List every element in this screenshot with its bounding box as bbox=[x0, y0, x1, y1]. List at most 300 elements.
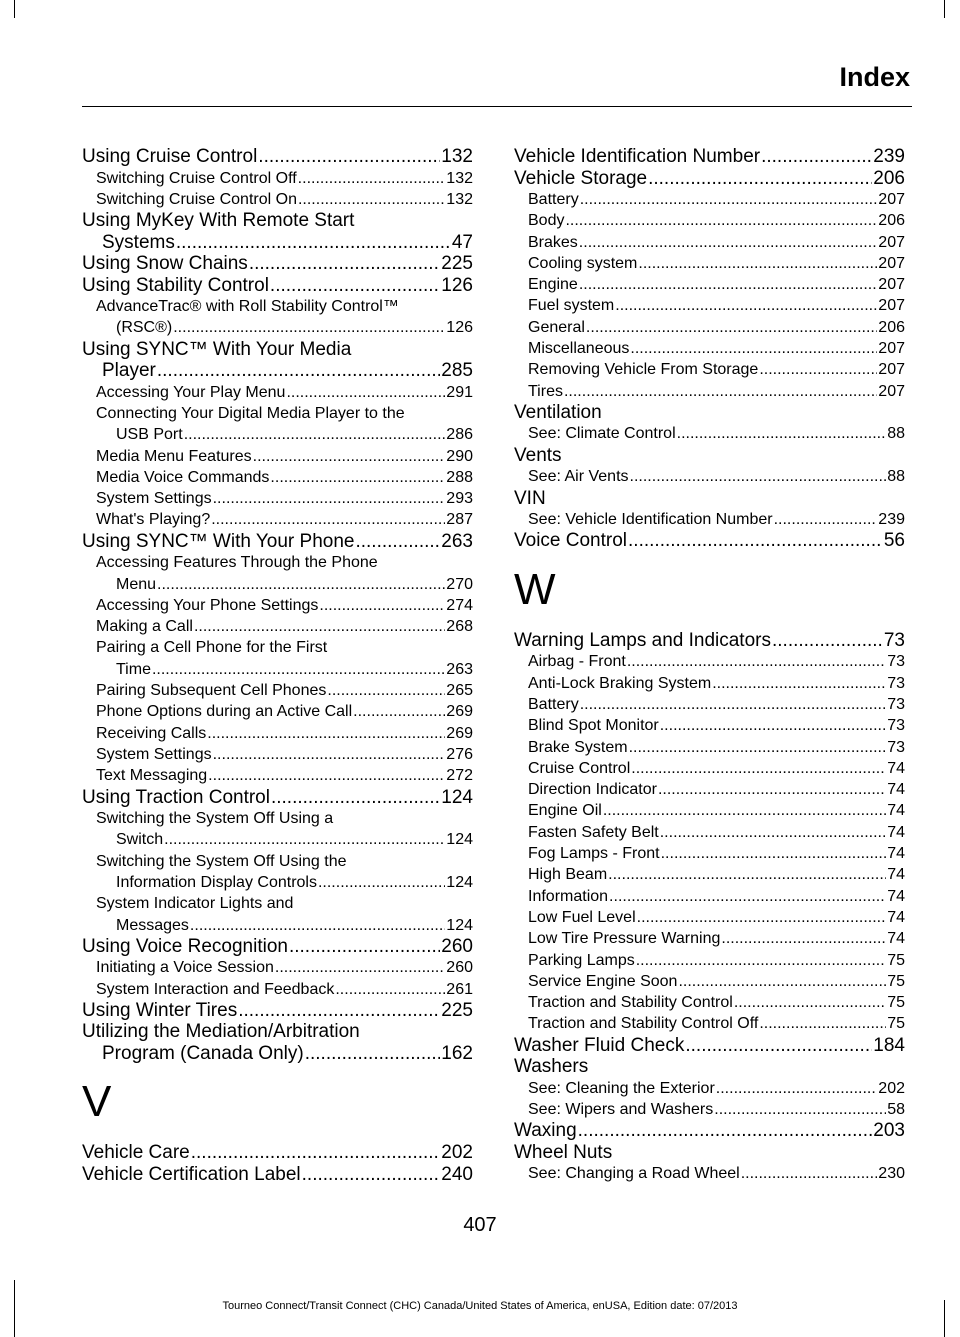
index-subentry bbox=[82, 403, 473, 446]
index-entry bbox=[514, 1056, 905, 1078]
entry-row bbox=[82, 531, 473, 553]
entry-row bbox=[514, 822, 905, 843]
entry-page-number: 74 bbox=[887, 759, 905, 777]
entry-row bbox=[82, 1142, 473, 1164]
entry-page-number: 263 bbox=[441, 530, 473, 552]
entry-page-number: 88 bbox=[887, 425, 905, 443]
entry-page-number: 239 bbox=[873, 146, 905, 167]
entry-page-number: 73 bbox=[887, 653, 905, 671]
dot-leader bbox=[603, 800, 886, 821]
index-subentry bbox=[82, 765, 473, 786]
index-subentry bbox=[514, 886, 905, 907]
entry-label: Brake System bbox=[528, 738, 628, 756]
entry-label: Media Voice Commands bbox=[96, 468, 270, 486]
dot-leader bbox=[712, 673, 886, 694]
index-subentry bbox=[514, 822, 905, 843]
dot-leader bbox=[271, 787, 440, 809]
entry-label: Washer Fluid Check bbox=[514, 1034, 685, 1056]
dot-leader bbox=[157, 574, 445, 595]
entry-label: Wheel Nuts bbox=[514, 1141, 613, 1163]
index-subentry bbox=[82, 189, 473, 210]
entry-page-number: 274 bbox=[446, 596, 473, 614]
entry-row bbox=[82, 275, 473, 297]
entry-row bbox=[82, 723, 473, 744]
entry-row bbox=[82, 424, 473, 445]
dot-leader bbox=[658, 779, 886, 800]
index-subentry bbox=[514, 843, 905, 864]
dot-leader bbox=[173, 317, 445, 338]
dot-leader bbox=[157, 360, 440, 382]
entry-row bbox=[514, 843, 905, 864]
entry-page-number: 270 bbox=[446, 575, 473, 593]
entry-page-number: 124 bbox=[446, 873, 473, 891]
dot-leader bbox=[579, 232, 878, 253]
index-subentry bbox=[514, 338, 905, 359]
index-subentry bbox=[82, 957, 473, 978]
index-entry bbox=[82, 1164, 473, 1186]
entry-page-number: 207 bbox=[878, 233, 905, 251]
entry-label: Messages bbox=[116, 916, 189, 934]
dot-leader bbox=[578, 1120, 873, 1142]
index-subentry bbox=[514, 381, 905, 402]
index-subentry bbox=[82, 851, 473, 894]
entry-label: Accessing Your Play Menu bbox=[96, 383, 286, 401]
entry-row bbox=[82, 467, 473, 488]
index-subentry bbox=[82, 509, 473, 530]
dot-leader bbox=[194, 616, 445, 637]
entry-row bbox=[514, 758, 905, 779]
dot-leader bbox=[609, 886, 886, 907]
index-entry bbox=[82, 787, 473, 809]
crop-mark-top-left bbox=[14, 0, 15, 18]
entry-page-number: 288 bbox=[446, 468, 473, 486]
entry-row bbox=[82, 957, 473, 978]
entry-page-number: 73 bbox=[887, 738, 905, 756]
entry-label: Using Snow Chains bbox=[82, 253, 248, 275]
entry-page-number: 207 bbox=[878, 191, 905, 208]
index-subentry bbox=[514, 673, 905, 694]
entry-row bbox=[82, 168, 473, 189]
entry-label: Parking Lamps bbox=[528, 951, 635, 969]
dot-leader bbox=[270, 275, 440, 297]
dot-leader bbox=[741, 1163, 878, 1184]
entry-row bbox=[514, 146, 905, 168]
entry-label: See: Cleaning the Exterior bbox=[528, 1079, 715, 1097]
entry-page-number: 132 bbox=[441, 146, 473, 167]
index-subentry bbox=[514, 317, 905, 338]
index-entry bbox=[514, 168, 905, 190]
entry-label: Vehicle Certification Label bbox=[82, 1163, 301, 1185]
dot-leader bbox=[586, 317, 877, 338]
entry-row bbox=[514, 423, 905, 444]
entry-page-number: 74 bbox=[887, 908, 905, 926]
entry-label: Information Display Controls bbox=[116, 873, 317, 891]
entry-row bbox=[514, 466, 905, 487]
entry-row bbox=[514, 168, 905, 190]
index-subentry bbox=[514, 359, 905, 380]
entry-row bbox=[514, 1035, 905, 1057]
entry-row bbox=[514, 1142, 905, 1164]
dot-leader bbox=[631, 758, 886, 779]
dot-leader bbox=[152, 659, 445, 680]
index-subentry bbox=[514, 210, 905, 231]
entry-row bbox=[514, 651, 905, 672]
entry-row bbox=[82, 146, 473, 168]
dot-leader bbox=[564, 381, 877, 402]
entry-label: Removing Vehicle From Storage bbox=[528, 361, 759, 379]
dot-leader bbox=[629, 737, 887, 758]
entry-row bbox=[82, 659, 473, 680]
entry-row bbox=[82, 574, 473, 595]
index-entry bbox=[82, 210, 473, 253]
index-subentry bbox=[82, 893, 473, 936]
dot-leader bbox=[678, 971, 886, 992]
entry-page-number: 263 bbox=[446, 660, 473, 678]
entry-page-number: 203 bbox=[873, 1120, 905, 1142]
entry-row bbox=[82, 765, 473, 786]
index-subentry bbox=[514, 232, 905, 253]
entry-row bbox=[82, 232, 473, 254]
dot-leader bbox=[630, 466, 887, 487]
entry-label: Anti-Lock Braking System bbox=[528, 674, 712, 692]
entry-page-number: 291 bbox=[446, 383, 473, 401]
dot-leader bbox=[319, 595, 445, 616]
index-entry bbox=[514, 146, 905, 168]
entry-label-line: Using SYNC™ With Your Media bbox=[82, 338, 352, 360]
entry-page-number: 207 bbox=[878, 297, 905, 315]
entry-label: Brakes bbox=[528, 233, 578, 251]
entry-row bbox=[82, 1164, 473, 1186]
dot-leader bbox=[615, 295, 877, 316]
entry-row bbox=[514, 928, 905, 949]
entry-label: See: Vehicle Identification Number bbox=[528, 511, 773, 529]
entry-row bbox=[514, 715, 905, 736]
entry-label: Traction and Stability Control Off bbox=[528, 1015, 759, 1033]
index-entry bbox=[514, 445, 905, 467]
entry-label: Waxing bbox=[514, 1120, 577, 1142]
dot-leader bbox=[190, 915, 445, 936]
entry-page-number: 75 bbox=[887, 994, 905, 1012]
dot-leader bbox=[630, 338, 877, 359]
entry-page-number: 285 bbox=[441, 360, 473, 382]
index-subentry bbox=[82, 680, 473, 701]
entry-page-number: 202 bbox=[441, 1142, 473, 1164]
entry-label-line: Switching the System Off Using the bbox=[96, 852, 347, 870]
dot-leader bbox=[275, 957, 445, 978]
entry-page-number: 74 bbox=[887, 845, 905, 863]
entry-row bbox=[514, 992, 905, 1013]
entry-row bbox=[514, 1078, 905, 1099]
entry-label: System Settings bbox=[96, 490, 212, 508]
dot-leader bbox=[714, 1099, 886, 1120]
index-entry bbox=[82, 146, 473, 168]
entry-page-number: 124 bbox=[441, 786, 473, 808]
index-entry bbox=[82, 936, 473, 958]
entry-row bbox=[514, 317, 905, 338]
dot-leader bbox=[677, 423, 887, 444]
entry-row bbox=[514, 800, 905, 821]
index-subentry bbox=[514, 737, 905, 758]
entry-page-number: 132 bbox=[446, 169, 473, 187]
dot-leader bbox=[353, 701, 445, 722]
entry-row bbox=[514, 253, 905, 274]
entry-row bbox=[514, 530, 905, 552]
index-subentry bbox=[82, 296, 473, 339]
index-column-right bbox=[514, 146, 905, 1185]
entry-page-number: 230 bbox=[878, 1165, 905, 1183]
dot-leader bbox=[191, 1142, 441, 1164]
dot-leader bbox=[661, 843, 887, 864]
entry-page-number: 268 bbox=[446, 618, 473, 636]
entry-row bbox=[82, 872, 473, 893]
dot-leader bbox=[685, 1035, 872, 1057]
entry-label: Airbag - Front bbox=[528, 653, 626, 671]
entry-page-number: 75 bbox=[887, 972, 905, 990]
entry-row bbox=[82, 317, 473, 338]
entry-row bbox=[514, 295, 905, 316]
entry-page-number: 287 bbox=[446, 511, 473, 529]
entry-row bbox=[82, 360, 473, 382]
entry-row bbox=[514, 338, 905, 359]
index-subentry bbox=[514, 1078, 905, 1099]
entry-label: Low Tire Pressure Warning bbox=[528, 930, 721, 948]
entry-row bbox=[514, 381, 905, 402]
index-subentry bbox=[514, 864, 905, 885]
index-entry bbox=[514, 630, 905, 652]
entry-page-number: 74 bbox=[887, 802, 905, 820]
entry-label: Battery bbox=[528, 191, 579, 208]
entry-page-number: 265 bbox=[446, 682, 473, 700]
index-entry bbox=[82, 1142, 473, 1164]
entry-label: Switching Cruise Control Off bbox=[96, 169, 297, 187]
dot-leader bbox=[270, 467, 445, 488]
entry-label-line: Connecting Your Digital Media Player to the bbox=[96, 404, 405, 422]
dot-leader bbox=[627, 651, 886, 672]
entry-row bbox=[82, 253, 473, 275]
index-subentry bbox=[514, 253, 905, 274]
dot-leader bbox=[207, 723, 445, 744]
entry-row bbox=[514, 359, 905, 380]
footer-text: Tourneo Connect/Transit Connect (CHC) Canada/United States of America, enUSA, Edition date: 07/2013 bbox=[222, 1300, 738, 1312]
entry-row bbox=[514, 402, 905, 424]
entry-page-number: 260 bbox=[446, 959, 473, 977]
index-subentry bbox=[82, 723, 473, 744]
entry-page-number: 206 bbox=[878, 212, 905, 230]
entry-label: Program (Canada Only) bbox=[102, 1042, 304, 1064]
entry-label: System Settings bbox=[96, 745, 212, 763]
entry-page-number: 74 bbox=[887, 887, 905, 905]
entry-page-number: 124 bbox=[446, 916, 473, 934]
entry-label: Switching Cruise Control On bbox=[96, 190, 297, 208]
entry-row bbox=[82, 701, 473, 722]
index-subentry bbox=[514, 992, 905, 1013]
entry-page-number: 184 bbox=[873, 1034, 905, 1056]
dot-leader bbox=[565, 210, 877, 231]
entry-label: Vehicle Storage bbox=[514, 167, 648, 189]
entry-row bbox=[514, 189, 905, 210]
entry-label-line: Pairing a Cell Phone for the First bbox=[96, 639, 328, 657]
index-subentry bbox=[82, 744, 473, 765]
entry-page-number: 74 bbox=[887, 866, 905, 884]
entry-label: Body bbox=[528, 212, 565, 230]
entry-label: Miscellaneous bbox=[528, 340, 630, 358]
entry-page-number: 239 bbox=[878, 511, 905, 529]
dot-leader bbox=[327, 680, 445, 701]
dot-leader bbox=[176, 232, 451, 254]
entry-label: Service Engine Soon bbox=[528, 972, 678, 990]
entry-label: Engine bbox=[528, 276, 578, 294]
entry-row bbox=[82, 979, 473, 1000]
index-entry bbox=[514, 1142, 905, 1164]
index-subentry bbox=[514, 1163, 905, 1184]
dot-leader bbox=[761, 146, 872, 168]
entry-page-number: 73 bbox=[887, 717, 905, 735]
index-entry bbox=[514, 1120, 905, 1142]
index-subentry bbox=[82, 595, 473, 616]
entry-label: Tires bbox=[528, 382, 563, 400]
dot-leader bbox=[628, 530, 883, 552]
entry-label: Receiving Calls bbox=[96, 724, 207, 742]
entry-row bbox=[82, 616, 473, 637]
entry-page-number: 75 bbox=[887, 951, 905, 969]
dot-leader bbox=[249, 253, 440, 275]
entry-row bbox=[514, 673, 905, 694]
dot-leader bbox=[638, 253, 877, 274]
index-subentry bbox=[514, 715, 905, 736]
entry-page-number: 293 bbox=[446, 490, 473, 508]
index-subentry bbox=[514, 189, 905, 210]
entry-label: Information bbox=[528, 887, 609, 905]
entry-label: Warning Lamps and Indicators bbox=[514, 629, 771, 651]
index-entry bbox=[514, 488, 905, 510]
dot-leader bbox=[164, 829, 445, 850]
index-entry bbox=[514, 1035, 905, 1057]
dot-leader bbox=[648, 168, 872, 190]
dot-leader bbox=[302, 1164, 441, 1186]
dot-leader bbox=[208, 765, 445, 786]
dot-leader bbox=[184, 424, 446, 445]
entry-page-number: 132 bbox=[446, 190, 473, 208]
entry-label: Switch bbox=[116, 831, 164, 849]
entry-label: Menu bbox=[116, 575, 157, 593]
entry-page-number: 207 bbox=[878, 254, 905, 272]
dot-leader bbox=[660, 822, 886, 843]
dot-leader bbox=[238, 1000, 440, 1022]
entry-page-number: 276 bbox=[446, 745, 473, 763]
index-subentry bbox=[82, 552, 473, 595]
entry-label: Using Cruise Control bbox=[82, 146, 258, 167]
entry-row bbox=[514, 886, 905, 907]
index-subentry bbox=[514, 1099, 905, 1120]
index-entry bbox=[82, 339, 473, 382]
entry-row bbox=[514, 509, 905, 530]
entry-page-number: 162 bbox=[441, 1042, 473, 1064]
entry-row bbox=[82, 595, 473, 616]
entry-row bbox=[82, 787, 473, 809]
entry-page-number: 286 bbox=[446, 426, 473, 444]
entry-page-number: 290 bbox=[446, 447, 473, 465]
dot-leader bbox=[774, 509, 878, 530]
dot-leader bbox=[305, 1043, 441, 1065]
dot-leader bbox=[298, 168, 446, 189]
entry-row bbox=[82, 189, 473, 210]
entry-row bbox=[514, 1163, 905, 1184]
entry-label-line: System Indicator Lights and bbox=[96, 895, 294, 913]
dot-leader bbox=[298, 189, 445, 210]
entry-label: Player bbox=[102, 360, 156, 382]
entry-label-line: Utilizing the Mediation/Arbitration bbox=[82, 1021, 360, 1043]
dot-leader bbox=[355, 531, 440, 553]
entry-label: Vents bbox=[514, 444, 562, 466]
entry-row bbox=[82, 680, 473, 701]
index-subentry bbox=[82, 701, 473, 722]
entry-row bbox=[82, 509, 473, 530]
index-subentry bbox=[514, 928, 905, 949]
page-title: Index bbox=[839, 62, 910, 92]
entry-row bbox=[514, 950, 905, 971]
entry-row bbox=[514, 1120, 905, 1142]
entry-page-number: 206 bbox=[873, 167, 905, 189]
entry-row bbox=[514, 274, 905, 295]
entry-page-number: 126 bbox=[441, 274, 473, 296]
index-entry bbox=[82, 253, 473, 275]
index-subentry bbox=[514, 779, 905, 800]
entry-page-number: 47 bbox=[451, 231, 473, 253]
entry-label: Phone Options during an Active Call bbox=[96, 703, 353, 721]
entry-page-number: 56 bbox=[883, 530, 905, 552]
entry-row bbox=[514, 971, 905, 992]
dot-leader bbox=[721, 928, 886, 949]
entry-page-number: 269 bbox=[446, 703, 473, 721]
entry-page-number: 202 bbox=[878, 1079, 905, 1097]
dot-leader bbox=[580, 189, 878, 210]
index-subentry bbox=[514, 509, 905, 530]
section-letter: W bbox=[514, 564, 556, 614]
dot-leader bbox=[734, 992, 886, 1013]
dot-leader bbox=[213, 744, 446, 765]
dot-leader bbox=[253, 446, 446, 467]
index-subentry bbox=[82, 637, 473, 680]
index-subentry bbox=[82, 616, 473, 637]
dot-leader bbox=[580, 694, 887, 715]
dot-leader bbox=[772, 630, 883, 652]
entry-label: Traction and Stability Control bbox=[528, 994, 733, 1012]
index-entry bbox=[82, 531, 473, 553]
entry-label-line: AdvanceTrac® with Roll Stability Control™ bbox=[96, 298, 399, 316]
entry-row bbox=[514, 1013, 905, 1034]
entry-row bbox=[82, 915, 473, 936]
index-subentry bbox=[514, 651, 905, 672]
entry-page-number: 206 bbox=[878, 318, 905, 336]
entry-label: Washers bbox=[514, 1056, 589, 1078]
crop-mark-top-right bbox=[944, 0, 945, 18]
entry-label: Media Menu Features bbox=[96, 447, 252, 465]
index-column-left bbox=[82, 146, 473, 1185]
entry-label: See: Changing a Road Wheel bbox=[528, 1165, 740, 1183]
section-letter: V bbox=[82, 1077, 112, 1127]
entry-page-number: 240 bbox=[441, 1163, 473, 1185]
entry-label: Pairing Subsequent Cell Phones bbox=[96, 682, 327, 700]
entry-page-number: 269 bbox=[446, 724, 473, 742]
entry-page-number: 207 bbox=[878, 382, 905, 400]
entry-row bbox=[514, 488, 905, 510]
index-subentry bbox=[82, 467, 473, 488]
entry-label-line: Using MyKey With Remote Start bbox=[82, 210, 355, 232]
entry-label: See: Climate Control bbox=[528, 425, 676, 443]
index-subentry bbox=[514, 758, 905, 779]
entry-row bbox=[514, 1099, 905, 1120]
dot-leader bbox=[211, 509, 445, 530]
